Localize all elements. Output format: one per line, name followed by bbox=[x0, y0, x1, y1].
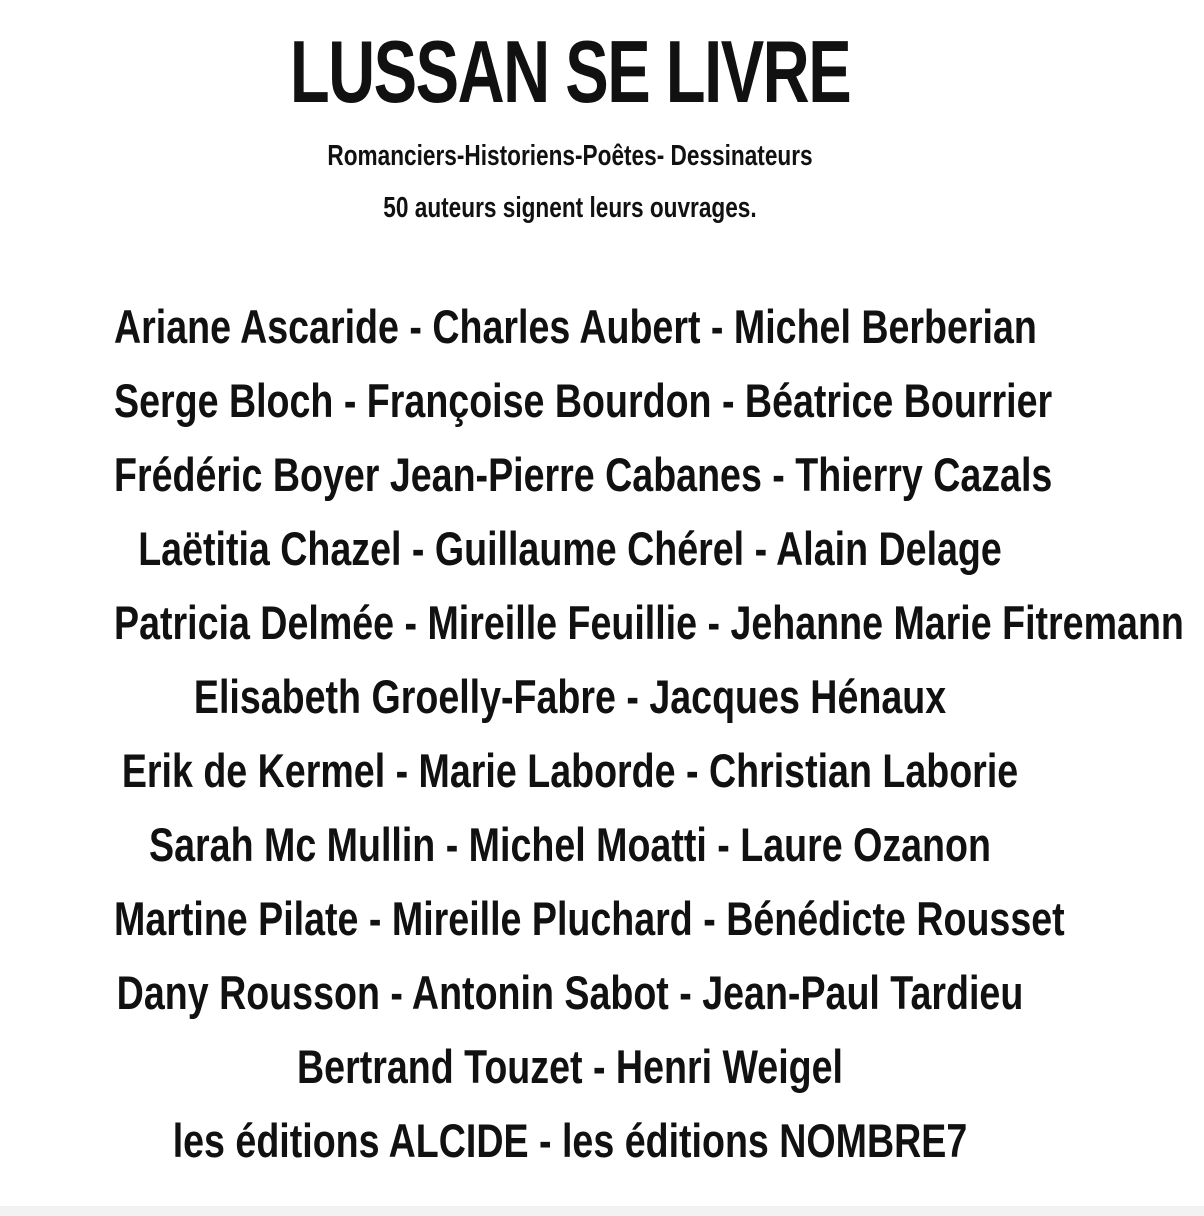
author-line: Dany Rousson - Antonin Sabot - Jean-Paul Tardieu bbox=[116, 966, 1024, 1019]
poster-title: LUSSAN SE LIVRE bbox=[289, 22, 851, 121]
author-line: Serge Bloch - Françoise Bourdon - Béatrice Bourrier bbox=[114, 374, 1053, 427]
author-line: Martine Pilate - Mireille Pluchard - Bénédicte Rousset bbox=[114, 892, 1065, 945]
author-line: Laëtitia Chazel - Guillaume Chérel - Alain Delage bbox=[138, 522, 1002, 575]
author-list bbox=[0, 290, 1184, 1178]
author-line: Ariane Ascaride - Charles Aubert - Michel Berberian bbox=[114, 300, 1037, 353]
publisher-line: les éditions ALCIDE - les éditions NOMBRE7 bbox=[172, 1114, 968, 1167]
author-line: Erik de Kermel - Marie Laborde - Christian Laborie bbox=[121, 744, 1019, 797]
author-line: Elisabeth Groelly-Fabre - Jacques Hénaux bbox=[193, 670, 947, 723]
author-line: Sarah Mc Mullin - Michel Moatti - Laure Ozanon bbox=[149, 818, 991, 871]
poster-subtitle-authors-count: 50 auteurs signent leurs ouvrages. bbox=[383, 192, 757, 224]
author-line: Frédéric Boyer Jean-Pierre Cabanes - Thierry Cazals bbox=[114, 448, 1053, 501]
author-line: Bertrand Touzet - Henri Weigel bbox=[297, 1040, 843, 1093]
poster-subtitle-genres: Romanciers-Historiens-Poêtes- Dessinateurs bbox=[327, 140, 813, 172]
bottom-divider bbox=[0, 1206, 1204, 1216]
author-line: Patricia Delmée - Mireille Feuillie - Jehanne Marie Fitremann bbox=[114, 596, 1184, 649]
